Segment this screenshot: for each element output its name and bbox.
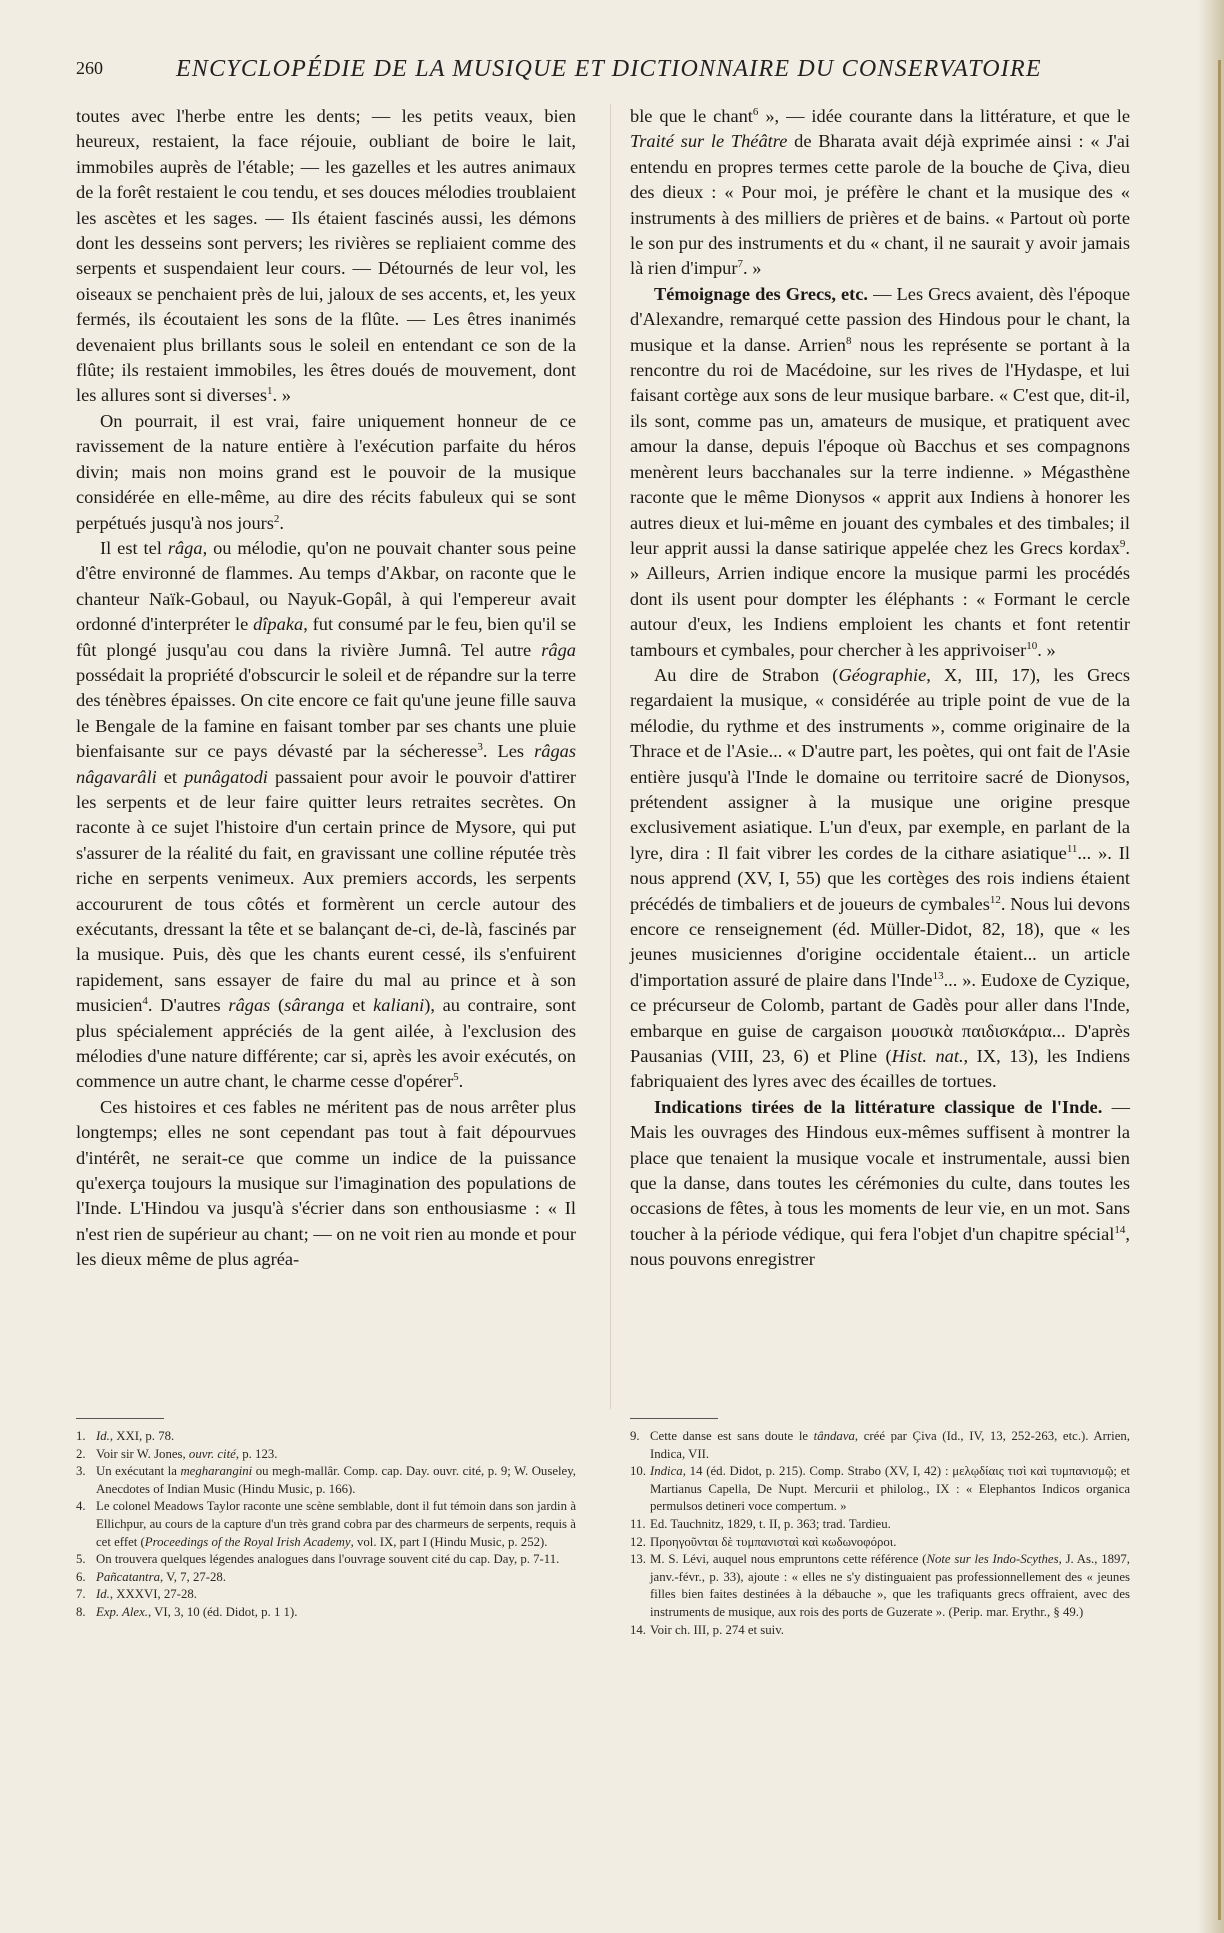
footnotes-rule-right [630, 1418, 718, 1419]
footnote-ref[interactable]: 10 [1026, 639, 1038, 652]
footnote: 4. Le colonel Meadows Taylor raconte une scène semblable, dont il fut témoin dans son jardin à Ellichpur, au cours de la capture d'un très grand cobra par des charmeurs de serpents, requis à cet effet (Proceedings of the Royal Irish Academy, vol. IX, part I (Hindu Music, p. 252). [76, 1499, 576, 1549]
paragraph: Il est tel râga, ou mélodie, qu'on ne pouvait chanter sous peine d'être environné de flammes. Au temps d'Akbar, on raconte que le chanteur Naïk-Gobaul, ou Nayuk-Gopâl, à qui l'empereur avait ordonné d'interpréter le dîpaka, fut consumé par le feu, bien qu'il se fût plongé jusqu'au cou dans la rivière Jumnâ. Tel autre râga possédait la propriété d'obscurcir le soleil et de répandre sur la terre des ténèbres épaisses. On cite encore ce fait qu'une jeune fille sauva le Bengale de la famine en faisant tomber par ses chants une pluie bienfaisante sur ce pays dévasté par la sécheresse$^3$. Les râgas nâgavarâli et punâgatodi passaient pour avoir le pouvoir d'attirer les serpents et de leur faire quitter leurs retraites secrètes. On raconte à ce sujet l'histoire d'un certain prince de Mysore, qui put s'assurer de la réalité du fait, en gravissant une colline réputée très riche en serpents venimeux. Aux premiers accords, les serpents accoururent de tous côtés et formèrent un cercle autour des exécutants, dressant la tête et se balançant de-ci, de-là, fascinés par la musique. Puis, dès que les chants eurent cessé, ils s'enfuirent rapidement, sans essayer de faire du mal au prince et à son musicien$^4$. D'autres râgas (sâranga et kaliani), au contraire, sont plus spécialement appréciés de la gent ailée, à l'exclusion des mélodies d'une nature différente; car si, après les avoir exécutés, on commence un autre chant, le charme cesse d'opérer$^5$. [76, 537, 576, 1092]
footnote: 6. Pañcatantra, V, 7, 27-28. [76, 1569, 226, 1584]
footnote: 3. Un exécutant la megharangini ou megh-mallâr. Comp. cap. Day. ouvr. cité, p. 9; W. Ouseley, Anecdotes of Indian Music (Hindu Music, p. 166). [76, 1464, 576, 1496]
footnote-ref[interactable]: 11 [1066, 842, 1078, 855]
footnotes-rule-left [76, 1418, 164, 1419]
footnote-ref[interactable]: 3 [477, 741, 483, 754]
paragraph: Témoignage des Grecs, etc. — Les Grecs avaient, dès l'époque d'Alexandre, remarqué cette passion des Hindous pour le chant, la musique et la danse. Arrien$^8$ nous les représente se portant à la rencontre du roi de Macédoine, sur les rives de l'Hydaspe, et lui faisant cortège aux sons de leur musique barbare. « C'est que, dit-il, ils sont, comme pas un, amateurs de musique, et pratiquent avec amour la danse, depuis l'époque où Bacchus et ses compagnons menèrent leurs bacchanales sur la terre indienne. » Mégasthène raconte que le même Dionysos « apprit aux Indiens à honorer les autres dieux et lui-même en jouant des cymbales et des timbales; il leur apprit aussi la danse satirique appelée chez les Grecs kordax$^9$. » Ailleurs, Arrien indique encore la musique parmi les procédés dont ils usent pour dompter les éléphants : « Formant le cercle autour d'eux, les Indiens emploient les chants et font retentir tambours et cymbales, pour chercher à les apprivoiser$^{10}$. » [630, 283, 1130, 660]
section-heading: Indications tirées de la littérature classique de l'Inde. [654, 1096, 1103, 1117]
footnote: 12. Προηγοῦνται δὲ τυμπανισταὶ καὶ κωδωνοφόροι. [630, 1534, 897, 1549]
paragraph: ble que le chant$^6$ », — idée courante dans la littérature, et que le Traité sur le Théâtre de Bharata avait déjà exprimée ainsi : « J'ai entendu en propres termes cette parole de la bouche de Çiva, dieu des dieux : « Pour moi, je préfère le chant et la musique des « instruments à des milliers de prières et de bains. « Partout où porte le son pur des instruments et du « chant, il ne saurait y avoir jamais là rien d'impur$^7$. » [630, 105, 1130, 279]
footnote: 11. Ed. Tauchnitz, 1829, t. II, p. 363; trad. Tardieu. [630, 1516, 891, 1531]
footnote-ref[interactable]: 8 [846, 334, 852, 347]
footnotes-right [630, 1428, 1130, 1639]
footnote-ref[interactable]: 13 [932, 969, 944, 982]
footnote: 1. Id., XXI, p. 78. [76, 1429, 175, 1443]
footnote-ref[interactable]: 2 [273, 512, 280, 525]
paragraph: Au dire de Strabon (Géographie, X, III, 17), les Grecs regardaient la musique, « considérée au triple point de vue de la mélodie, du rythme et des instruments », comme originaire de la Thrace et de l'Asie... « D'autre part, les poètes, qui ont fait de l'Asie entière jusqu'à l'Inde le domaine ou territoire sacré de Dionysos, prétendent assigner à la musique une origine presque exclusivement asiatique. L'un d'eux, par exemple, en parlant de la lyre, dira : Il fait vibrer les cordes de la cithare asiatique$^{11}$... ». Il nous apprend (XV, I, 55) que les cortèges des rois indiens étaient précédés de timbaliers et de joueurs de cymbales$^{12}$. Nous lui devons encore ce renseignement (éd. Müller-Didot, 82, 18), que « les jeunes musiciennes d'origine occidentale étaient... un article d'importation assuré de plaire dans l'Inde$^{13}$... ». Eudoxe de Cyzique, ce précurseur de Colomb, partant de Gadès pour aller dans l'Inde, embarque en guise de cargaison μουσικὰ παιδισκάρια... D'après Pausanias (VIII, 23, 6) et Pline (Hist. nat., IX, 13), les Indiens fabriquaient des lyres avec des écailles de tortues. [630, 664, 1131, 1092]
page-fold-edge [1218, 60, 1221, 1920]
footnote-ref[interactable]: 5 [453, 1071, 459, 1084]
footnotes-left [76, 1428, 576, 1622]
right-column [630, 104, 1130, 1273]
footnote-ref[interactable]: 6 [752, 105, 759, 118]
paragraph: On pourrait, il est vrai, faire uniquement honneur de ce ravissement de la nature entière à l'exécution parfaite du héros divin; mais non moins grand est le pouvoir de la musique considérée en elle-même, au dire des récits fabuleux qui se sont perpétués jusqu'à nos jours$^2$. [76, 410, 576, 533]
paragraph: toutes avec l'herbe entre les dents; — les petits veaux, bien heureux, restaient, la face réjouie, oubliant de boire le lait, immobiles auprès de l'étable; — les gazelles et les autres animaux de la forêt restaient le cou tendu, et ses douces mélodies troublaient les ascètes et les sages. — Ils étaient fascinés aussi, les démons dont les desseins sont pervers; les rivières se repliaient comme des serpents et suspendaient leur cours. — Détournés de leur vol, les oiseaux se penchaient près de lui, jaloux de ses accents, et, les yeux fermés, ils écoutaient les sons de la flûte. — Les êtres inanimés devenaient plus brillants sous le soleil en entendant ce son de la flûte; ils restaient immobiles, les êtres doués de mouvement, dont les allures sont si diverses$^1$. » [76, 106, 576, 406]
footnote-ref[interactable]: 7 [737, 258, 743, 271]
footnote: 14. Voir ch. III, p. 274 et suiv. [630, 1622, 784, 1637]
footnote-ref[interactable]: 14 [1114, 1223, 1126, 1236]
page-number: 260 [76, 58, 103, 78]
footnote-ref[interactable]: 4 [142, 995, 148, 1008]
footnote-ref[interactable]: 12 [989, 893, 1001, 906]
paragraph: Ces histoires et ces fables ne méritent pas de nous arrêter plus longtemps; elles ne sont cependant pas tout à fait dépourvues d'intérêt, ne serait-ce que comme un indice de la puissance qu'exerça toujours la musique sur l'imagination des populations de l'Inde. L'Hindou va jusqu'à s'écrier dans son enthousiasme : « Il n'est rien de supérieur au chant; — on ne voit rien au monde et pour les dieux même de plus agréa- [76, 1096, 576, 1270]
footnote-ref[interactable]: 1 [267, 385, 273, 398]
footnote: 13. M. S. Lévi, auquel nous empruntons cette référence (Note sur les Indo-Scythes, J. As., 1897, janv.-févr., p. 33), ajoute : « elles ne s'y distinguaient pas professionnellement des « jeunes filles bien faites destinées à la débauche », que les trafiquants grecs offraient, avec des instruments de musique, aux rois des ports de Guzerate ». (Perip. mar. Erythr., § 49.) [630, 1552, 1130, 1619]
section-heading: Témoignage des Grecs, etc. [654, 283, 869, 304]
footnote: 7. Id., XXXVI, 27-28. [76, 1587, 197, 1602]
column-divider [610, 104, 611, 1409]
footnote: 8. Exp. Alex., VI, 3, 10 (éd. Didot, p. 1 1). [76, 1604, 298, 1619]
footnote: 10. Indica, 14 (éd. Didot, p. 215). Comp. Strabo (XV, I, 42) : μελῳδίαις τισὶ καὶ τυμπανισμῷ; et Martianus Capella, De Nupt. Mercurii et philolog., IX : « Elephantos Indicos organica permulsos detineri voce compertum. » [630, 1464, 1130, 1514]
running-title: ENCYCLOPÉDIE DE LA MUSIQUE ET DICTIONNAIRE DU CONSERVATOIRE [176, 56, 1042, 82]
paragraph: Indications tirées de la littérature classique de l'Inde. — Mais les ouvrages des Hindous eux-mêmes suffisent à montrer la place que tenaient la musique vocale et instrumentale, aussi bien que la danse, dans toutes les cérémonies du culte, dans toutes les occasions de fêtes, à tous les moments de leur vie, en un mot. Sans toucher à la période védique, qui fera l'objet d'un chapitre spécial$^{14}$, nous pouvons enregistrer [630, 1096, 1130, 1270]
page-header [76, 56, 1042, 84]
footnote: 9. Cette danse est sans doute le tândava, créé par Çiva (Id., IV, 13, 252-263, etc.). Arrien, Indica, VII. [630, 1429, 1130, 1461]
footnote-ref[interactable]: 9 [1119, 537, 1126, 550]
footnote: 5. On trouvera quelques légendes analogues dans l'ouvrage souvent cité du cap. Day, p. 7-11. [76, 1552, 560, 1567]
left-column [76, 104, 576, 1273]
footnote: 2. Voir sir W. Jones, ouvr. cité, p. 123. [76, 1446, 278, 1461]
